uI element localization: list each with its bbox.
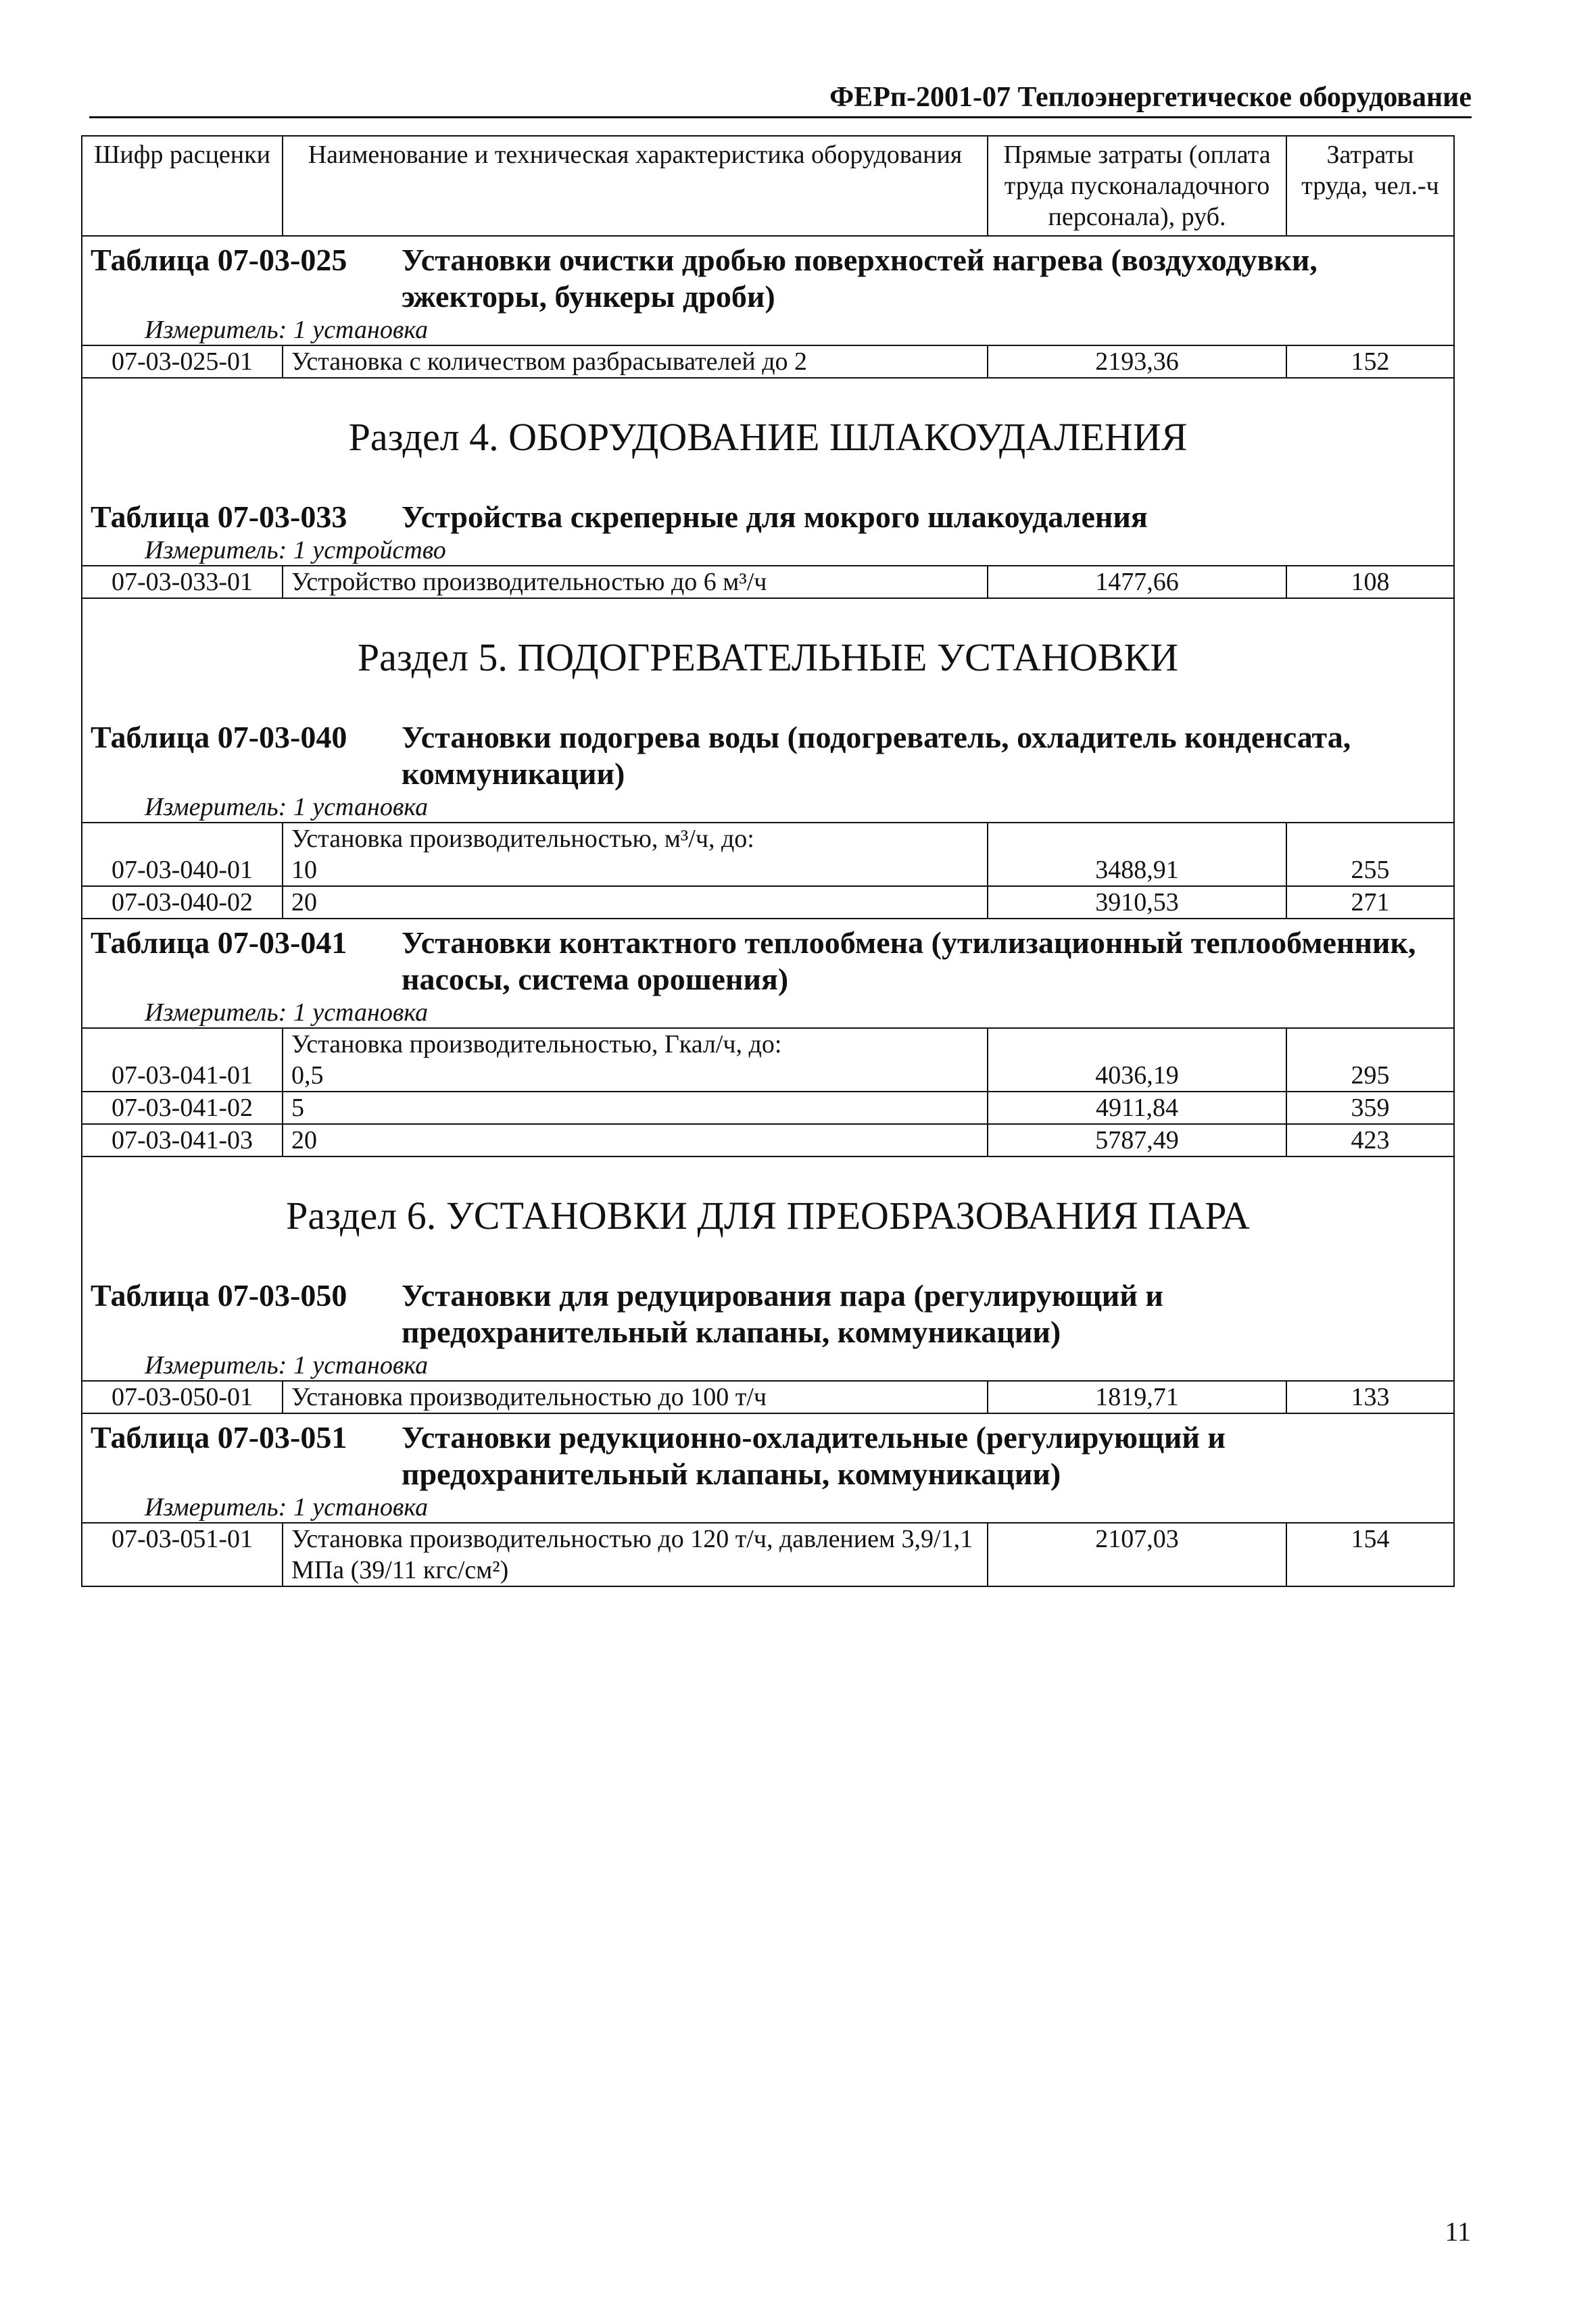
table-title: Установки очистки дробью поверхностей нагрева (воздуходувки, эжекторы, бункеры дроби): [402, 243, 1317, 314]
unit-label: Измеритель:: [145, 1493, 287, 1521]
unit-of-measure: [91, 315, 1445, 345]
rate-name: 10: [283, 854, 988, 886]
table-row: [82, 1381, 1454, 1413]
unit-value: 1 установка: [293, 1493, 429, 1521]
rate-labor: 108: [1286, 566, 1454, 598]
table-row: [82, 1124, 1454, 1156]
rate-labor: 295: [1286, 1060, 1454, 1092]
table-heading-row: [82, 919, 1454, 1028]
row-subheading: Установка производительностью, Гкал/ч, до:: [283, 1028, 988, 1060]
col-header-labor: Затраты труда, чел.-ч: [1286, 136, 1454, 236]
rate-code: 07-03-050-01: [82, 1381, 283, 1413]
rate-cost: 2193,36: [988, 345, 1286, 378]
rate-name: 5: [283, 1092, 988, 1124]
unit-of-measure: [91, 1492, 1445, 1522]
rate-name: Установка производительностью до 100 т/ч: [283, 1381, 988, 1413]
rate-code: 07-03-033-01: [82, 566, 283, 598]
table-row: [82, 1060, 1454, 1092]
unit-of-measure: [91, 998, 1445, 1027]
table-row: [82, 1523, 1454, 1586]
rate-cost: 3910,53: [988, 886, 1286, 919]
section-title: Раздел 6. УСТАНОВКИ ДЛЯ ПРЕОБРАЗОВАНИЯ ПАРА: [286, 1194, 1250, 1238]
rate-labor: 133: [1286, 1381, 1454, 1413]
rates-table: [81, 135, 1455, 1587]
section-title: Раздел 4. ОБОРУДОВАНИЕ ШЛАКОУДАЛЕНИЯ: [348, 415, 1188, 459]
unit-of-measure: [91, 792, 1445, 822]
rate-code: 07-03-041-01: [82, 1060, 283, 1092]
rate-code: 07-03-051-01: [82, 1523, 283, 1586]
rate-name: 20: [283, 886, 988, 919]
unit-of-measure: [91, 1350, 1445, 1380]
unit-value: 1 устройство: [293, 536, 446, 564]
col-header-name: Наименование и техническая характеристика оборудования: [283, 136, 988, 236]
col-header-cost: Прямые затраты (оплата труда пусконаладочного персонала), руб.: [988, 136, 1286, 236]
table-title: Установки редукционно-охладительные (регулирующий и предохранительный клапаны, коммуникации): [402, 1420, 1226, 1491]
unit-label: Измеритель:: [145, 316, 287, 344]
unit-value: 1 установка: [293, 316, 429, 344]
rate-labor: 359: [1286, 1092, 1454, 1124]
table-title: Устройства скреперные для мокрого шлакоудаления: [402, 499, 1148, 534]
running-header: ФЕРп-2001-07 Теплоэнергетическое оборудование: [829, 82, 1472, 113]
rate-labor: 423: [1286, 1124, 1454, 1156]
table-row: [82, 854, 1454, 886]
table-heading-row: [82, 236, 1454, 345]
table-id: Таблица 07-03-025: [91, 243, 347, 277]
col-header-code: Шифр расценки: [82, 136, 283, 236]
unit-value: 1 установка: [293, 793, 429, 821]
rate-labor: 255: [1286, 854, 1454, 886]
rate-cost: 4036,19: [988, 1060, 1286, 1092]
table-heading-row: [82, 1413, 1454, 1523]
rate-name: Установка производительностью до 120 т/ч, давлением 3,9/1,1 МПа (39/11 кгс/см²): [283, 1523, 988, 1586]
section-title: Раздел 5. ПОДОГРЕВАТЕЛЬНЫЕ УСТАНОВКИ: [357, 635, 1179, 679]
table-title: Установки для редуцирования пара (регулирующий и предохранительный клапаны, коммуникации): [402, 1278, 1163, 1349]
table-id: Таблица 07-03-050: [91, 1278, 347, 1313]
table-title: Установки подогрева воды (подогреватель, охладитель конденсата, коммуникации): [402, 720, 1351, 791]
rate-name: Установка с количеством разбрасывателей до 2: [283, 345, 988, 378]
unit-label: Измеритель:: [145, 1351, 287, 1380]
unit-value: 1 установка: [293, 998, 429, 1027]
rate-name: 0,5: [283, 1060, 988, 1092]
rate-code: 07-03-041-02: [82, 1092, 283, 1124]
table-id: Таблица 07-03-033: [91, 499, 347, 534]
rate-labor: 154: [1286, 1523, 1454, 1586]
section-row: [82, 378, 1454, 566]
rate-labor: 271: [1286, 886, 1454, 919]
table-row: [82, 886, 1454, 919]
table-id: Таблица 07-03-041: [91, 925, 347, 960]
table-row: [82, 566, 1454, 598]
rate-name: Устройство производительностью до 6 м³/ч: [283, 566, 988, 598]
unit-value: 1 установка: [293, 1351, 429, 1380]
row-subheading: Установка производительностью, м³/ч, до:: [283, 823, 988, 854]
rate-labor: 152: [1286, 345, 1454, 378]
rate-cost: 4911,84: [988, 1092, 1286, 1124]
table-id: Таблица 07-03-051: [91, 1420, 347, 1455]
rate-cost: 1819,71: [988, 1381, 1286, 1413]
unit-of-measure: [91, 535, 1445, 565]
rate-cost: 1477,66: [988, 566, 1286, 598]
table-id: Таблица 07-03-040: [91, 720, 347, 754]
rate-code: 07-03-040-01: [82, 854, 283, 886]
page-number: 11: [1445, 2216, 1471, 2247]
rate-code: 07-03-040-02: [82, 886, 283, 919]
subheading-row: [82, 1028, 1454, 1060]
section-row: [82, 1156, 1454, 1381]
subheading-row: [82, 823, 1454, 854]
unit-label: Измеритель:: [145, 998, 287, 1027]
section-row: [82, 598, 1454, 823]
rate-code: 07-03-041-03: [82, 1124, 283, 1156]
unit-label: Измеритель:: [145, 793, 287, 821]
rate-code: 07-03-025-01: [82, 345, 283, 378]
table-row: [82, 1092, 1454, 1124]
table-title: Установки контактного теплообмена (утилизационный теплообменник, насосы, система орошения): [402, 925, 1416, 996]
header-rule: [89, 116, 1472, 118]
table-row: [82, 345, 1454, 378]
rate-cost: 2107,03: [988, 1523, 1286, 1586]
rate-cost: 5787,49: [988, 1124, 1286, 1156]
rate-cost: 3488,91: [988, 854, 1286, 886]
column-header-row: [82, 136, 1454, 236]
rate-name: 20: [283, 1124, 988, 1156]
unit-label: Измеритель:: [145, 536, 287, 564]
